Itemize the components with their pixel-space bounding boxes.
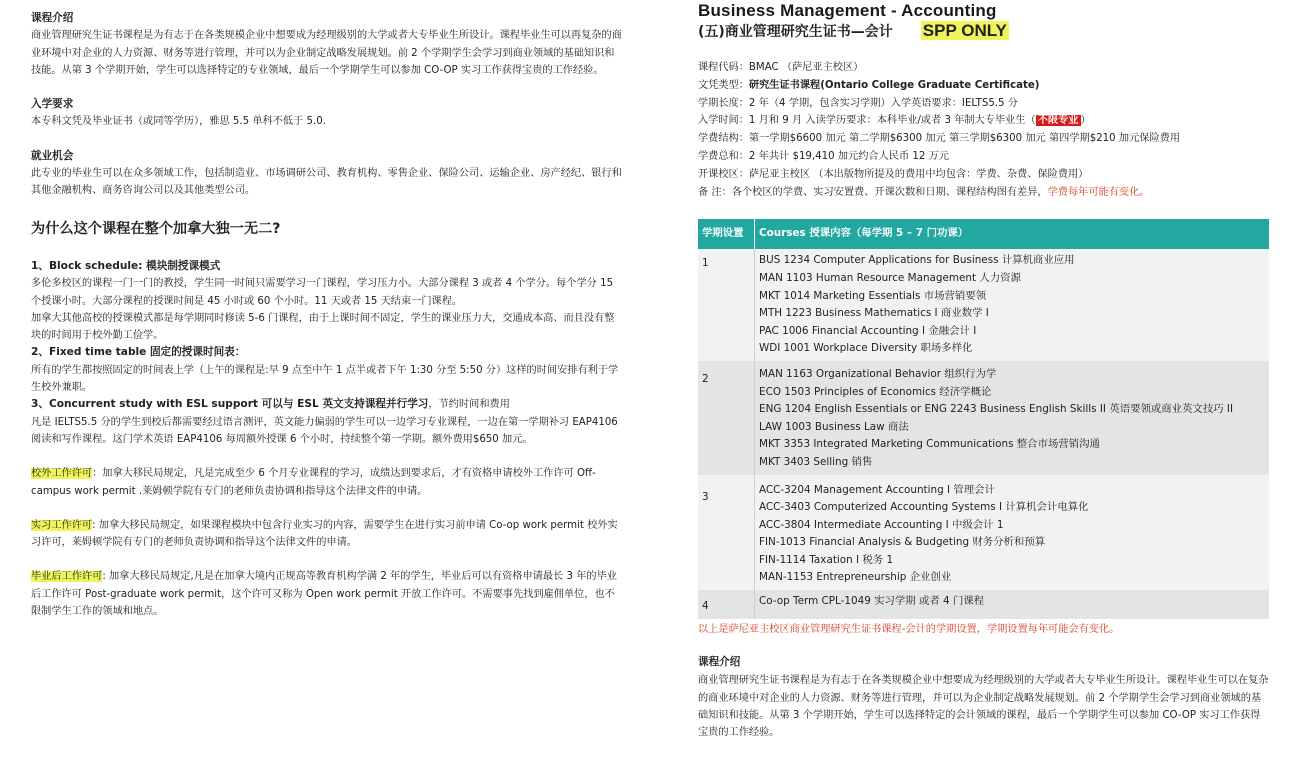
point2-text: 所有的学生都按照固定的时间表上学（上午的课程是:早 9 点至中午 1 点半或者下午 1:30 分至 5:50 分）这样的时间安排有利于学生校外兼职。 — [31, 364, 619, 394]
tuition-total: 学费总和：2 年共计 $19,410 加元约合人民币 12 万元 — [698, 150, 949, 162]
point1-text-b: 加拿大其他高校的授课模式都是每学期同时修读 5-6 门课程，由于上课时间不固定，学生的课业压力大，交通成本高、而且没有整块的时间用于校外勤工俭学。 — [31, 312, 615, 342]
postgrad-permit-text: : 加拿大移民局规定,凡是在加拿大境内正规高等教育机构学满 2 年的学生，毕业后可以有资格申请最长 3 年的毕业后工作许可 Post-graduate work permit，这个许可又称为 Open work permit 开放工作许可。不需要事先找到雇佣单位，也不限制学生工作的领域和地点。 — [31, 571, 617, 618]
table-row — [698, 249, 1269, 361]
point1-title: 1、Block schedule: 模块制授课模式 — [31, 259, 221, 272]
postgrad-permit-label: 毕业后工作许可 — [31, 571, 103, 583]
course-item: MAN 1163 Organizational Behavior 组织行为学 — [759, 367, 997, 380]
no-major-restriction-badge: 不限专业 — [1037, 115, 1079, 127]
course-item: MAN 1103 Human Resource Management 人力资源 — [759, 271, 1021, 284]
right-intro-heading: 课程介绍 — [698, 656, 741, 669]
course-item: LAW 1003 Business Law 商法 — [759, 420, 909, 433]
point3-line — [31, 396, 623, 413]
intro-heading: 课程介绍 — [31, 12, 74, 24]
credential-type — [698, 77, 1270, 95]
why-heading: 为什么这个课程在整个加拿大独一无二? — [31, 220, 281, 237]
term-number: 3 — [698, 475, 755, 591]
point3-title: 3、Concurrent study with ESL support 可以与 ESL 英文支持课程并行学习 — [31, 398, 429, 411]
right-intro-text: 商业管理研究生证书课程是为有志于在各类规模企业中想要成为经理级别的大学或者大专毕业生所设计。课程毕业生可以在复杂的商业环境中对企业的人力资源、财务等进行管理，并可以为企业制定战略发展规划。前 2 个学期学生会学习到商业领域的基础知识和技能。从第 3 个学期开始，学生可以选择特定的会计领域的课程，最后一个学期学生可以参加 CO-OP 实习工作获得宝贵的工作经验。 — [698, 675, 1269, 739]
course-table-body — [698, 249, 1269, 618]
course-item: ACC-3403 Computerized Accounting Systems I 计算机会计电算化 — [759, 501, 1089, 514]
intake-info — [698, 112, 1270, 130]
point1-text-a: 多伦多校区的课程一门一门的教授，学生同一时间只需要学习一门课程，学习压力小。大部分课程 3 或者 4 个学分。每个学分 15 个授课小时。大部分课程的授课时间是 45 小时或 60 个小时。11 天或者 15 天结束一门课程。 — [31, 278, 614, 307]
term-courses — [755, 361, 1270, 475]
table-row — [698, 590, 1269, 619]
course-item: MKT 1014 Marketing Essentials 市场营销要领 — [759, 289, 987, 302]
term-number: 1 — [698, 249, 755, 361]
campus-info: 开课校区：萨尼亚主校区 （本出版物所提及的费用中均包含：学费、杂费、保险费用） — [698, 168, 1089, 180]
point3-suffix: ，节约时间和费用 — [428, 399, 510, 411]
career-heading: 就业机会 — [31, 149, 74, 162]
program-title-cn-line — [698, 21, 1270, 42]
credential-type-value: 研究生证书课程(Ontario College Graduate Certificate) — [748, 79, 1040, 91]
course-table — [698, 219, 1269, 618]
table-row — [698, 361, 1269, 475]
admission-heading: 入学要求 — [31, 98, 74, 111]
course-item: MTH 1223 Business Mathematics I 商业数学 I — [759, 307, 989, 320]
course-item: ACC-3804 Intermediate Accounting I 中级会计 1 — [759, 518, 1004, 531]
program-length: 学期长度：2 年（4 学期，包含实习学期）入学英语要求：IELTS5.5 分 — [698, 97, 1018, 109]
course-item: ACC-3204 Management Accounting I 管理会计 — [759, 483, 995, 496]
coop-permit-label: 实习工作许可 — [31, 519, 93, 531]
remarks-red: 学费每年可能有变化。 — [1047, 186, 1150, 198]
term-courses — [755, 590, 1270, 619]
remarks — [698, 184, 1270, 202]
term-column-header: 学期设置 — [698, 219, 755, 249]
course-item: MAN-1153 Entrepreneurship 企业创业 — [759, 571, 952, 584]
course-item: FIN-1013 Financial Analysis & Budgeting 财务分析和预算 — [759, 536, 1046, 549]
course-item: FIN-1114 Taxation I 税务 1 — [759, 553, 894, 566]
left-column — [31, 0, 623, 620]
intake-text-b: ） — [1080, 115, 1091, 127]
courses-column-header: Courses 授课内容（每学期 5 – 7 门功课） — [755, 219, 1270, 249]
course-item: ECO 1503 Principles of Economics 经济学概论 — [759, 385, 992, 398]
intake-text-a: 入学时间：1 月和 9 月 入读学历要求：本科毕业/或者 3 年制大专毕业生（ — [698, 115, 1036, 127]
course-item: MKT 3353 Integrated Marketing Communications 整合市场营销沟通 — [759, 438, 1100, 451]
point2-title: 2、Fixed time table 固定的授课时间表： — [31, 346, 246, 359]
term-number: 4 — [698, 590, 755, 619]
offcampus-permit-label: 校外工作许可 — [31, 468, 93, 480]
offcampus-permit-text: ：加拿大移民局规定，凡是完成至少 6 个月专业课程的学习，成绩达到要求后，才有资格申请校外工作许可 Off-campus work permit .莱姆顿学院有专门的老师负责协调和指导这个法律文件的申请。 — [31, 468, 596, 497]
course-item: WDI 1001 Workplace Diversity 职场多样化 — [759, 342, 973, 355]
table-row — [698, 475, 1269, 591]
coop-permit-text: : 加拿大移民局规定，如果课程模块中包含行业实习的内容，需要学生在进行实习前申请 Co-op work permit 校外实习许可，莱姆顿学院有专门的老师负责协调和指导这个法律文件的申请。 — [31, 519, 618, 549]
admission-text: 本专科文凭及毕业证书（或同等学历），雅思 5.5 单科不低于 5.0. — [31, 116, 326, 128]
term-courses — [755, 475, 1270, 591]
table-note: 以上是萨尼亚主校区商业管理研究生证书课程-会计的学期设置，学期设置每年可能会有变化。 — [698, 623, 1120, 635]
course-item: MKT 3403 Selling 销售 — [759, 455, 873, 468]
course-item: BUS 1234 Computer Applications for Business 计算机商业应用 — [759, 254, 1075, 267]
career-text: 此专业的毕业生可以在众多领域工作，包括制造业、市场调研公司、教育机构、零售企业、保险公司、运输企业、房产经纪、银行和其他金融机构、商务咨询公司以及其他类型公司。 — [31, 168, 622, 197]
point3-text: 凡是 IELTS5.5 分的学生到校后都需要经过语言测评，英文能力偏弱的学生可以一边学习专业课程，一边在第一学期补习 EAP4106 阅读和写作课程。这门学术英语 EAP4106 每周额外授课 6 个小时，持续整个第一学期。额外费用$650 加元。 — [31, 416, 618, 445]
program-code: 课程代码：BMAC （萨尼亚主校区） — [698, 62, 864, 73]
program-title-cn: (五)商业管理研究生证书—会计 — [698, 24, 893, 40]
course-item: Co-op Term CPL-1049 实习学期 或者 4 门课程 — [759, 595, 985, 608]
intro-text: 商业管理研究生证书课程是为有志于在各类规模企业中想要成为经理级别的大学或者大专毕业生所设计。课程毕业生可以再复杂的商业环境中对企业的人力资源、财务等进行管理，并可以为企业制定战略发展规划。前 2 个学期学生会学习到商业领域的基础知识和技能。从第 3 个学期开始，学生可以选择特定的专业领域，最后一个学期学生可以参加 CO-OP 实习工作获得宝贵的工作经验。 — [31, 30, 622, 76]
coop-permit — [31, 517, 623, 552]
course-table-header — [698, 219, 1269, 249]
spp-only-badge: SPP ONLY — [922, 21, 1007, 40]
tuition-structure: 学费结构：第一学期$6600 加元 第二学期$6300 加元 第三学期$6300 加元 第四学期$210 加元保险费用 — [698, 133, 1181, 145]
term-number: 2 — [698, 361, 755, 475]
offcampus-permit — [31, 465, 623, 500]
right-column — [698, 0, 1270, 741]
credential-type-label: 文凭类型： — [698, 79, 749, 91]
course-item: PAC 1006 Financial Accounting I 金融会计 I — [759, 324, 977, 337]
course-item: ENG 1204 English Essentials or ENG 2243 Business English Skills II 英语要领或商业英文技巧 II — [759, 403, 1234, 416]
remarks-text: 备 注：各个校区的学费、实习安置费、开课次数和日期、课程结构图有差异， — [698, 186, 1048, 198]
program-title-en: Business Management - Accounting — [698, 1, 997, 20]
postgrad-permit — [31, 568, 623, 620]
term-courses — [755, 249, 1270, 361]
